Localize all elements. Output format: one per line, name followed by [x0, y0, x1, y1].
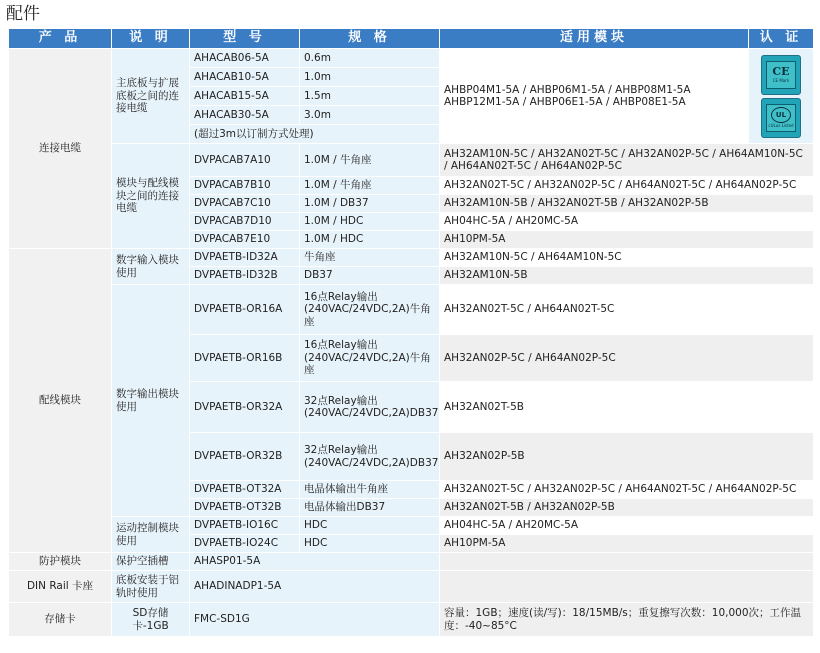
modules-cell: AH32AN02T-5C / AH64AN02T-5C [440, 285, 814, 335]
model-cell: DVPAETB-OT32A [190, 481, 300, 499]
spec-cell: 1.0M / DB37 [300, 195, 440, 213]
spec-cell: HDC [300, 535, 440, 553]
spec-cell: 3.0m [300, 106, 440, 125]
header-cert: 认 证 [749, 29, 814, 49]
table-row [9, 553, 814, 571]
spec-cell: 16点Relay输出(240VAC/24VDC,2A)牛角座 [300, 285, 440, 335]
model-cell: DVPAETB-OT32B [190, 499, 300, 517]
spec-cell: 32点Relay输出(240VAC/24VDC,2A)DB37 [300, 433, 440, 481]
header-desc: 说 明 [112, 29, 190, 49]
model-cell: DVPAETB-IO16C [190, 517, 300, 535]
ce-mark: CE [772, 65, 790, 78]
model-cell: FMC-SD1G [190, 603, 440, 637]
ul-certification-logo [761, 98, 801, 138]
spec-cell: 32点Relay输出(240VAC/24VDC,2A)DB37 [300, 382, 440, 433]
modules-cell [440, 571, 814, 603]
group-wiring: 配线模块 [9, 249, 112, 553]
desc-protect: 保护空插槽 [112, 553, 190, 571]
modules-cell: AH32AN02T-5C / AH32AN02P-5C / AH64AN02T-5C / AH64AN02P-5C [440, 177, 814, 195]
model-cell: DVPACAB7E10 [190, 231, 300, 249]
model-cell: DVPAETB-OR32A [190, 382, 300, 433]
note-cell: (超过3m以订制方式处理) [190, 125, 440, 144]
model-cell: DVPAETB-OR16B [190, 335, 300, 382]
desc-ext-cable: 主底板与扩展底板之间的连接电缆 [112, 49, 190, 144]
modules-cell: AH04HC-5A / AH20MC-5A [440, 517, 814, 535]
model-cell: DVPACAB7A10 [190, 144, 300, 177]
modules-cell: AH32AM10N-5B / AH32AN02T-5B / AH32AN02P-5B [440, 195, 814, 213]
model-cell: DVPACAB7D10 [190, 213, 300, 231]
table-row [9, 285, 814, 335]
model-cell: AHADINADP1-5A [190, 571, 440, 603]
model-cell: AHACAB15-5A [190, 87, 300, 106]
spec-cell: 16点Relay输出(240VAC/24VDC,2A)牛角座 [300, 335, 440, 382]
modules-cell: AH32AN02T-5C / AH32AN02P-5C / AH64AN02T-5C / AH64AN02P-5C [440, 481, 814, 499]
page-title: 配件 [6, 4, 40, 24]
modules-cell [440, 553, 814, 571]
modules-cell: AH10PM-5A [440, 535, 814, 553]
header-spec: 规 格 [300, 29, 440, 49]
cert-cell [749, 49, 814, 144]
spec-cell: 电晶体输出DB37 [300, 499, 440, 517]
ul-mark: UL [771, 107, 791, 123]
ul-sub: cULus Listed [768, 123, 794, 128]
accessories-table [8, 28, 814, 637]
model-cell: DVPACAB7B10 [190, 177, 300, 195]
desc-di: 数字输入模块使用 [112, 249, 190, 285]
spec-cell: 1.0M / 牛角座 [300, 144, 440, 177]
modules-ext: AHBP04M1-5A / AHBP06M1-5A / AHBP08M1-5A AHBP12M1-5A / AHBP06E1-5A / AHBP08E1-5A [440, 49, 749, 144]
table-row [9, 49, 814, 68]
table-row [9, 144, 814, 177]
header-product: 产 品 [9, 29, 112, 49]
desc-sd: SD存储卡-1GB [112, 603, 190, 637]
desc-wiring-cable: 模块与配线模块之间的连接电缆 [112, 144, 190, 249]
header-modules: 适用模块 [440, 29, 749, 49]
modules-cell: AH32AM10N-5C / AH64AM10N-5C [440, 249, 814, 267]
modules-cell: AH10PM-5A [440, 231, 814, 249]
spec-cell: 1.0M / 牛角座 [300, 177, 440, 195]
model-cell: AHACAB30-5A [190, 106, 300, 125]
group-din: DIN Rail 卡座 [9, 571, 112, 603]
model-cell: DVPAETB-OR16A [190, 285, 300, 335]
table-header-row [9, 29, 814, 49]
table-row [9, 571, 814, 603]
model-cell: AHASP01-5A [190, 553, 440, 571]
model-cell: DVPACAB7C10 [190, 195, 300, 213]
spec-cell: 1.5m [300, 87, 440, 106]
spec-cell: HDC [300, 517, 440, 535]
modules-cell: AH32AN02T-5B [440, 382, 814, 433]
modules-cell: AH32AN02P-5C / AH64AN02P-5C [440, 335, 814, 382]
spec-cell: 1.0m [300, 68, 440, 87]
desc-din: 底板安装于铝轨时使用 [112, 571, 190, 603]
modules-cell: AH32AM10N-5C / AH32AN02T-5C / AH32AN02P-5C / AH64AM10N-5C / AH64AN02T-5C / AH64AN02P-5C [440, 144, 814, 177]
ce-sub: CE Mark [772, 78, 790, 83]
spec-cell: DB37 [300, 267, 440, 285]
header-model: 型 号 [190, 29, 300, 49]
desc-motion: 运动控制模块使用 [112, 517, 190, 553]
group-protect: 防护模块 [9, 553, 112, 571]
group-cable: 连接电缆 [9, 49, 112, 249]
spec-cell: 0.6m [300, 49, 440, 68]
modules-cell: AH32AN02T-5B / AH32AN02P-5B [440, 499, 814, 517]
desc-do: 数字输出模块使用 [112, 285, 190, 517]
model-cell: DVPAETB-ID32A [190, 249, 300, 267]
model-cell: AHACAB10-5A [190, 68, 300, 87]
modules-cell: AH32AM10N-5B [440, 267, 814, 285]
model-cell: DVPAETB-OR32B [190, 433, 300, 481]
group-storage: 存储卡 [9, 603, 112, 637]
modules-cell: 容量：1GB；速度(读/写)：18/15MB/s；重复擦写次数：10,000次；工作温度：-40~85°C [440, 603, 814, 637]
modules-cell: AH04HC-5A / AH20MC-5A [440, 213, 814, 231]
modules-cell: AH32AN02P-5B [440, 433, 814, 481]
table-row [9, 249, 814, 267]
table-row [9, 603, 814, 637]
spec-cell: 牛角座 [300, 249, 440, 267]
table-row [9, 517, 814, 535]
model-cell: AHACAB06-5A [190, 49, 300, 68]
model-cell: DVPAETB-IO24C [190, 535, 300, 553]
spec-cell: 1.0M / HDC [300, 213, 440, 231]
ce-certification-logo [761, 55, 801, 95]
spec-cell: 电晶体输出牛角座 [300, 481, 440, 499]
model-cell: DVPAETB-ID32B [190, 267, 300, 285]
spec-cell: 1.0M / HDC [300, 231, 440, 249]
